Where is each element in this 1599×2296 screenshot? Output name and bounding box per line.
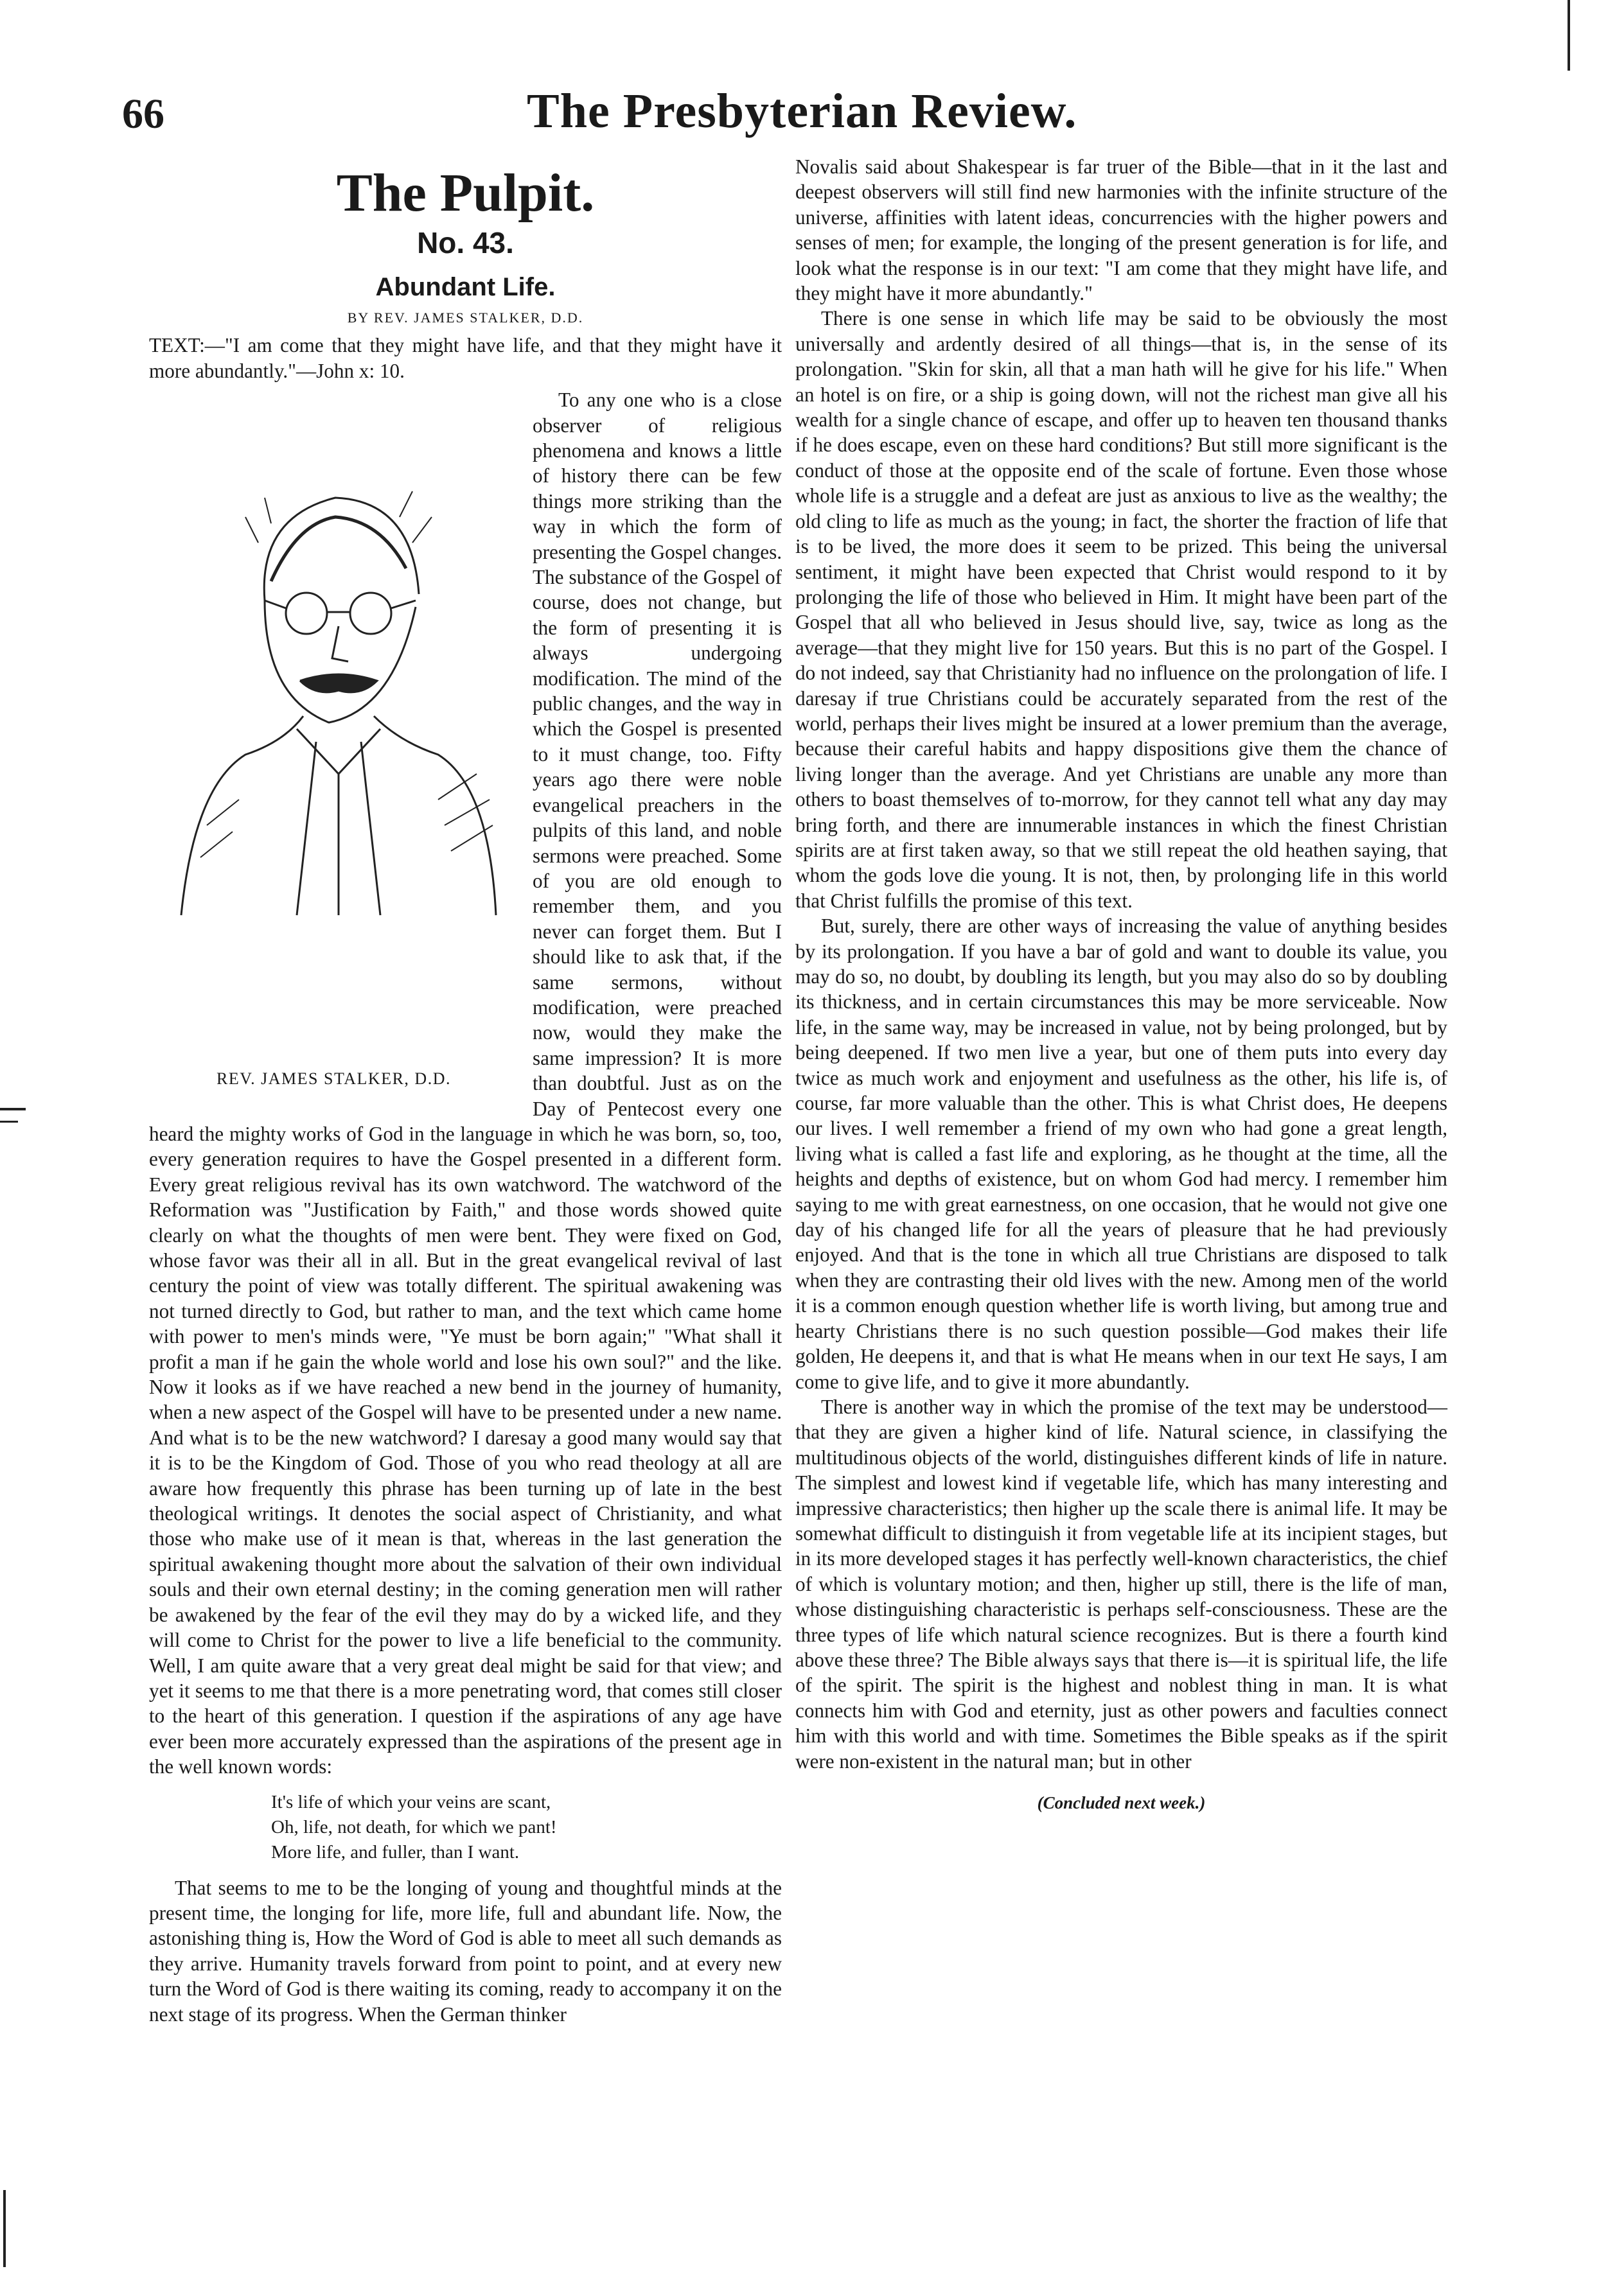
poem-line: It's life of which your veins are scant,: [271, 1791, 551, 1812]
right-column: [795, 154, 1447, 1813]
portrait-figure: [149, 414, 518, 1117]
issue-number: No. 43.: [417, 226, 514, 260]
body-paragraph: But, surely, there are other ways of increasing the value of anything besides by its prolongation. If you have a bar of gold and want to double its value, you may do so, no doubt, by doubling its length, but you may also do so by doubling its thickness, and in certain circumstances this may be more serviceable. Now life, in the same way, may be increased in value, not by being prolonged, but by being deepened. If two men live a year, but one of them puts into every day twice as much work and enjoyment and usefulness as the other, his life is, of course, far more valuable than the other. This is what Christ does, He deepens our lives. I well remember a friend of my own who had gone a great length, living what is called a fast life and exploring, as he thought at the time, all the heights and depths of existence, but on whom God had mercy. I remember him saying to me with great earnestness, on one occasion, that he would not give one day of his changed life for all the years of pleasure that he had previously enjoyed. And that is the tone in which all true Christians are disposed to talk when they are contrasting their old lives with the new. Among men of the world it is a common enough question whether life is worth living, but among true and hearty Christians there is no such question possible—God makes their life golden, He deepens it, and that is what He means when in our text He says, I am come to give life, and to give it more abundantly.: [795, 915, 1447, 1393]
section-title: The Pulpit.: [336, 163, 595, 223]
running-head: The Presbyterian Review.: [527, 84, 1077, 138]
concluded-note: (Concluded next week.): [1037, 1793, 1206, 1812]
scan-edge-mark: [0, 1121, 18, 1123]
portrait-engraving: [168, 440, 502, 928]
poem: [271, 1790, 782, 1865]
left-column: [149, 164, 782, 2027]
body-paragraph: There is another way in which the promise of the text may be understood—that they are given a higher kind of life. Natural science, in classifying the multitudinous objects of the world, distinguishes different kinds of life in nature. The simplest and lowest kind if vegetable life, which has many interesting and impressive characteristics; then higher up the scale there is animal life. It may be somewhat difficult to distinguish it from vegetable life at its incipient stages, but in its more developed stages it has perfectly well-known characteristics, the chief of which is voluntary motion; and then, higher up still, there is the life of man, whose distinguishing characteristic is perhaps self-consciousness. These are the three types of life which natural science recognizes. But is there a fourth kind above these three? The Bible always says that there is—it is spiritual life, the life of the spirit. The spirit is the highest and noblest thing in man. It is what connects him with God and eternity, just as other powers and faculties connect him with this world and with time. Sometimes the Bible speaks as if the spirit were non-existent in the natural man; but in other: [795, 1395, 1447, 1773]
sermon-title: Abundant Life.: [375, 273, 556, 302]
portrait-caption: REV. JAMES STALKER, D.D.: [216, 1069, 451, 1089]
body-paragraph: To any one who is a close observer of religious phenomena and knows a little of history there can be few things more striking than the way in which the form of presenting the Gospel changes. The substance of the Gospel of course, does not change, but the form of presenting it is always undergoing modification. The mind of the public changes, and the way in which the Gospel is presented to it must change, too. Fifty years ago there were noble evangelical preachers in the pulpits of this land, and noble sermons were preached. Some of you are old enough to remember them, and you never can forget them. But I should like to ask that, if the same sermons, without modification, were preached now, would they make the same impression? It is more than doubtful. Just as on the Day of Pentecost every one heard the mighty works of God in the language in which he was born, so, too, every generation requires to have the Gospel presented in a different form. Every great religious revival has its own watchword. The watchword of the Reformation was "Justification by Faith," and those words showed quite clearly on what the thoughts of men were bent. They were fixed on God, whose favor was their all in all. But in the great evangelical revival of last century the point of view was totally different. The spiritual awakening was not turned directly to God, but rather to man, and the text which came home with power to men's minds were, "Ye must be born again;" "What shall it profit a man if he gain the whole world and lose his own soul?" and the like. Now it looks as if we have reached a new bend in the journey of humanity, when a new aspect of the Gospel will have to be presented under a new name. And what is to be the new watchword? I daresay a good many would say that it is to be the Kingdom of God. Those of you who read theology at all are aware how frequently this phrase has been turning up of late in the best theological writings. It denotes the social aspect of Christianity, and what those who make use of it mean is that, whereas in the last generation the spiritual awakening thought more about the salvation of their own individual souls and their own eternal destiny; in the coming generation men will rather be awakened by the fear of the evil they may do by a wicked life, and they will come to Christ for the power to live a life beneficial to the community. Well, I am quite aware that a very great deal might be said for that view; and yet it seems to me that there is a more penetrating word, that comes still closer to the heart of this generation. I question if the aspirations of any age have ever been more accurately expressed than the aspirations of the present age in the well known words:: [149, 389, 782, 1778]
poem-line: More life, and fuller, than I want.: [271, 1841, 520, 1862]
body-paragraph: That seems to me to be the longing of young and thoughtful minds at the present time, the longing for life, more life, full and abundant life. Now, the astonishing thing is, How the Word of God is able to meet all such demands as they arrive. Humanity travels forward from point to point, and at every new turn the Word of God is there waiting its coming, ready to accompany it on the next stage of its progress. When the German thinker: [149, 1876, 782, 2026]
scan-edge-mark: [1568, 0, 1570, 71]
scan-edge-mark: [3, 2190, 6, 2267]
text-line: TEXT:—"I am come that they might have life, and that they might have it more abundantly."—John x: 10.: [149, 334, 782, 382]
scan-edge-mark: [0, 1108, 26, 1110]
page-number: 66: [122, 91, 164, 137]
body-paragraph: There is one sense in which life may be said to be obviously the most universally and ardently desired of all things—that is, in the sense of its prolongation. "Skin for skin, all that a man hath will he give for his life." When an hotel is on fire, or a ship is going down, will not the richest man give all his wealth for a single chance of escape, and offer up to heaven ten thousand thanks if he does escape, even on these hard conditions? But still more significant is the conduct of those at the opposite end of the scale of fortune. Even those whose whole life is a struggle and a defeat are just as anxious to live as the wealthy; the old cling to life as much as the young; in fact, the shorter the fraction of life that is to be lived, the more does it seem to be prized. This being the universal sentiment, it might have been expected that Christ would respond to it by prolonging the life of those who believed in Him. It might have been part of the Gospel that all who believed in Jesus should live, say, twice as long as the average—that they might live for 150 years. But this is no part of the Gospel. I do not indeed, say that Christianity had no influence on the prolongation of life. I daresay if true Christians could be accurately separated from the rest of the world, perhaps their lives might be insured at a lower premium than the average, because their careful habits and happy dispositions give them the chance of living longer than the average. And yet Christians are unable any more than others to boast themselves of to-morrow, for they cannot tell what any day may bring forth, and there are innumerable instances in which the finest Christian spirits are at first taken away, so that we still repeat the old heathen saying, that whom the gods love die young. It is not, then, by prolonging life in this world that Christ fulfills the promise of this text.: [795, 307, 1447, 912]
byline: BY REV. JAMES STALKER, D.D.: [347, 310, 584, 326]
poem-line: Oh, life, not death, for which we pant!: [271, 1816, 557, 1837]
body-paragraph: Novalis said about Shakespear is far truer of the Bible—that in it the last and deepest observers will still find new harmonies with the infinite structure of the universe, affinities with latent ideas, concurrencies with the higher powers and senses of men; for example, the longing of the present generation is for life, and look what the response is in our text: "I am come that they might have life, and they might have it more abundantly.": [795, 155, 1447, 305]
